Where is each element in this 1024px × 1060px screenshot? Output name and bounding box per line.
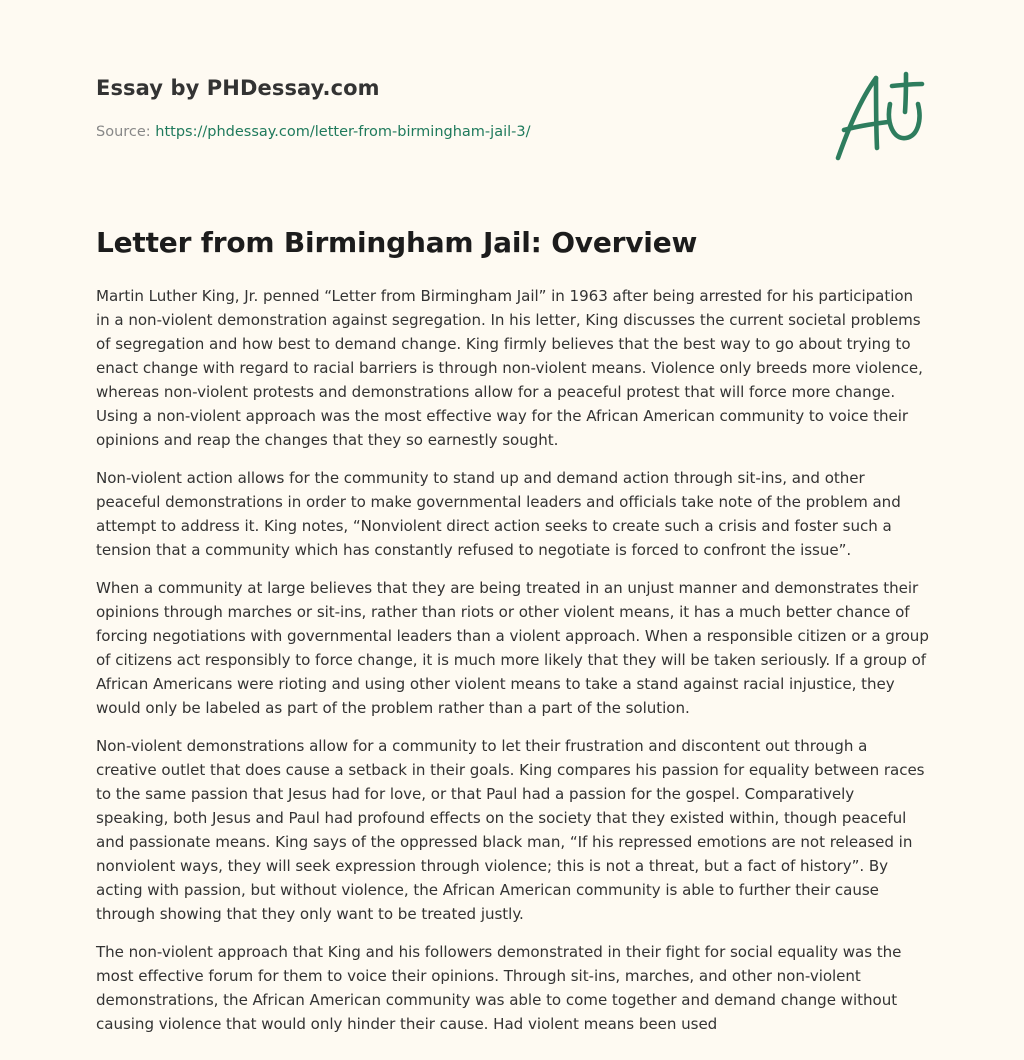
paragraph: Martin Luther King, Jr. penned “Letter from Birmingham Jail” in 1963 after being arrested for his participation in a non-violent demonstration against segregation. In his letter, King discusses the current societal problems of segregation and how best to demand change. King firmly believes that the best way to go about trying to enact change with regard to racial barriers is through non-violent means. Violence only breeds more violence, whereas non-violent protests and demonstrations allow for a peaceful protest that will force more change. Using a non-violent approach was the most effective way for the African American community to voice their opinions and reap the changes that they so earnestly sought. [96, 287, 923, 449]
site-title: Essay by PHDessay.com [96, 76, 380, 100]
paragraph: The non-violent approach that King and his followers demonstrated in their fight for social equality was the most effective forum for them to voice their opinions. Through sit-ins, marches, and other non-violent demonstrations, the African American community was able to come together and demand change without causing violence that would only hinder their cause. Had violent means been used [96, 943, 902, 1033]
paragraph: When a community at large believes that they are being treated in an unjust manner and demonstrates their opinions through marches or sit-ins, rather than riots or other violent means, it has a much better chance of forcing negotiations with governmental leaders than a violent approach. When a responsible citizen or a group of citizens act responsibly to force change, it is much more likely that they will be taken seriously. If a group of African Americans were rioting and using other violent means to take a stand against racial injustice, they would only be labeled as part of the problem rather than a part of the solution. [96, 579, 929, 717]
source-link[interactable]: https://phdessay.com/letter-from-birmingham-jail-3/ [155, 124, 531, 140]
paragraph: Non-violent demonstrations allow for a community to let their frustration and discontent out through a creative outlet that does cause a setback in their goals. King compares his passion for equality between races to the same passion that Jesus had for love, or that Paul had a passion for the gospel. Comparatively speaking, both Jesus and Paul had profound effects on the society that they existed within, though peaceful and passionate means. King says of the oppressed black man, “If his repressed emotions are not released in nonviolent ways, they will seek expression through violence; this is not a threat, but a fact of history”. By acting with passion, but without violence, the African American community is able to further their cause through showing that they only want to be treated justly. [96, 737, 925, 923]
source-line [96, 124, 530, 140]
source-label: Source: [96, 124, 156, 140]
essay-body [96, 284, 930, 1050]
document-title: Letter from Birmingham Jail: Overview [96, 226, 698, 259]
page-header [96, 0, 928, 160]
a-plus-logo-icon [830, 68, 930, 164]
paragraph: Non-violent action allows for the community to stand up and demand action through sit-ins, and other peaceful demonstrations in order to make governmental leaders and officials take note of the problem and attempt to address it. King notes, “Nonviolent direct action seeks to create such a crisis and foster such a tension that a community which has constantly refused to negotiate is forced to confront the issue”. [96, 469, 901, 559]
